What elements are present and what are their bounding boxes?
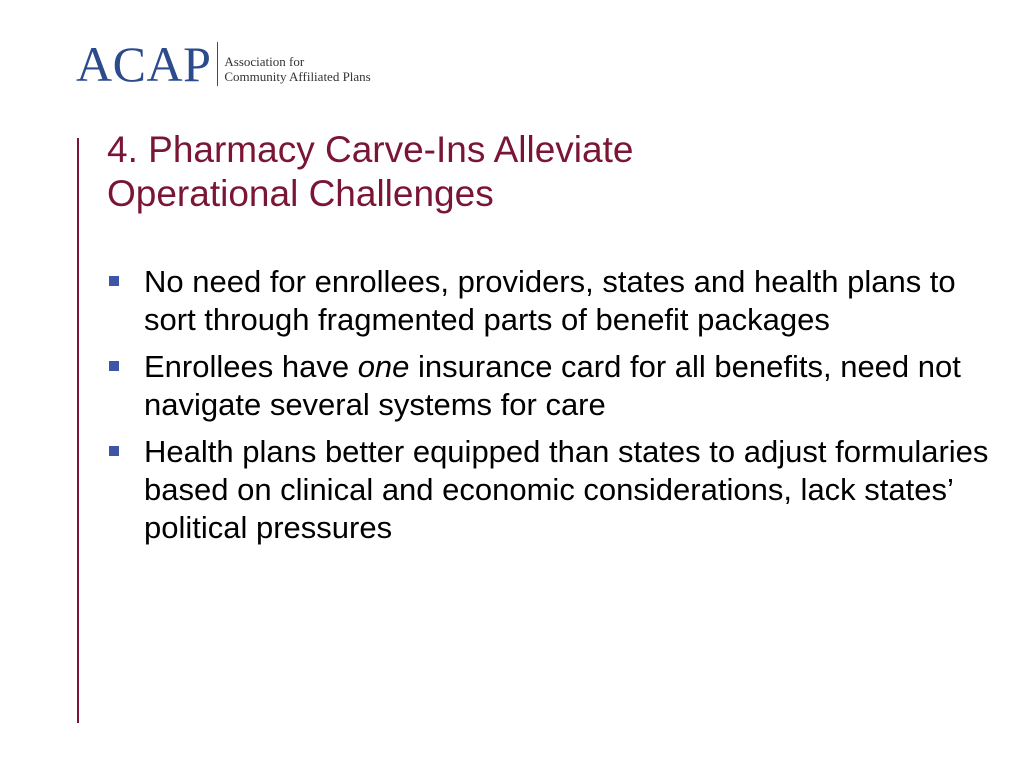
logo-mark: ACAP	[76, 36, 212, 92]
bullet-text: No need for enrollees, providers, states and health plans to sort through fragmented parts of benefit packages	[144, 264, 956, 337]
bullet-item	[107, 263, 992, 339]
acap-logo	[76, 36, 371, 92]
logo-divider	[217, 42, 218, 86]
bullet-list	[107, 263, 992, 556]
slide-title-line-2: Operational Challenges	[107, 173, 494, 214]
bullet-item	[107, 348, 992, 424]
bullet-text: Health plans better equipped than states to adjust formularies based on clinical and economic considerations, lack states’ political pressures	[144, 434, 989, 545]
logo-text-line-2: Community Affiliated Plans	[224, 69, 371, 84]
square-bullet-icon	[109, 361, 119, 371]
bullet-text-emphasis: one	[357, 349, 410, 384]
logo-text	[224, 44, 370, 84]
square-bullet-icon	[109, 276, 119, 286]
bullet-item	[107, 433, 992, 547]
bullet-text-before: Enrollees have	[144, 349, 358, 384]
slide-title-line-1: 4. Pharmacy Carve-Ins Alleviate	[107, 129, 634, 170]
logo-text-line-1: Association for	[224, 54, 305, 69]
vertical-accent-line	[77, 138, 79, 723]
square-bullet-icon	[109, 446, 119, 456]
bullet-text-after: insurance card for all benefits, need not navigate several systems for care	[144, 349, 961, 422]
slide-title	[107, 128, 987, 216]
bullet-text	[144, 349, 961, 422]
